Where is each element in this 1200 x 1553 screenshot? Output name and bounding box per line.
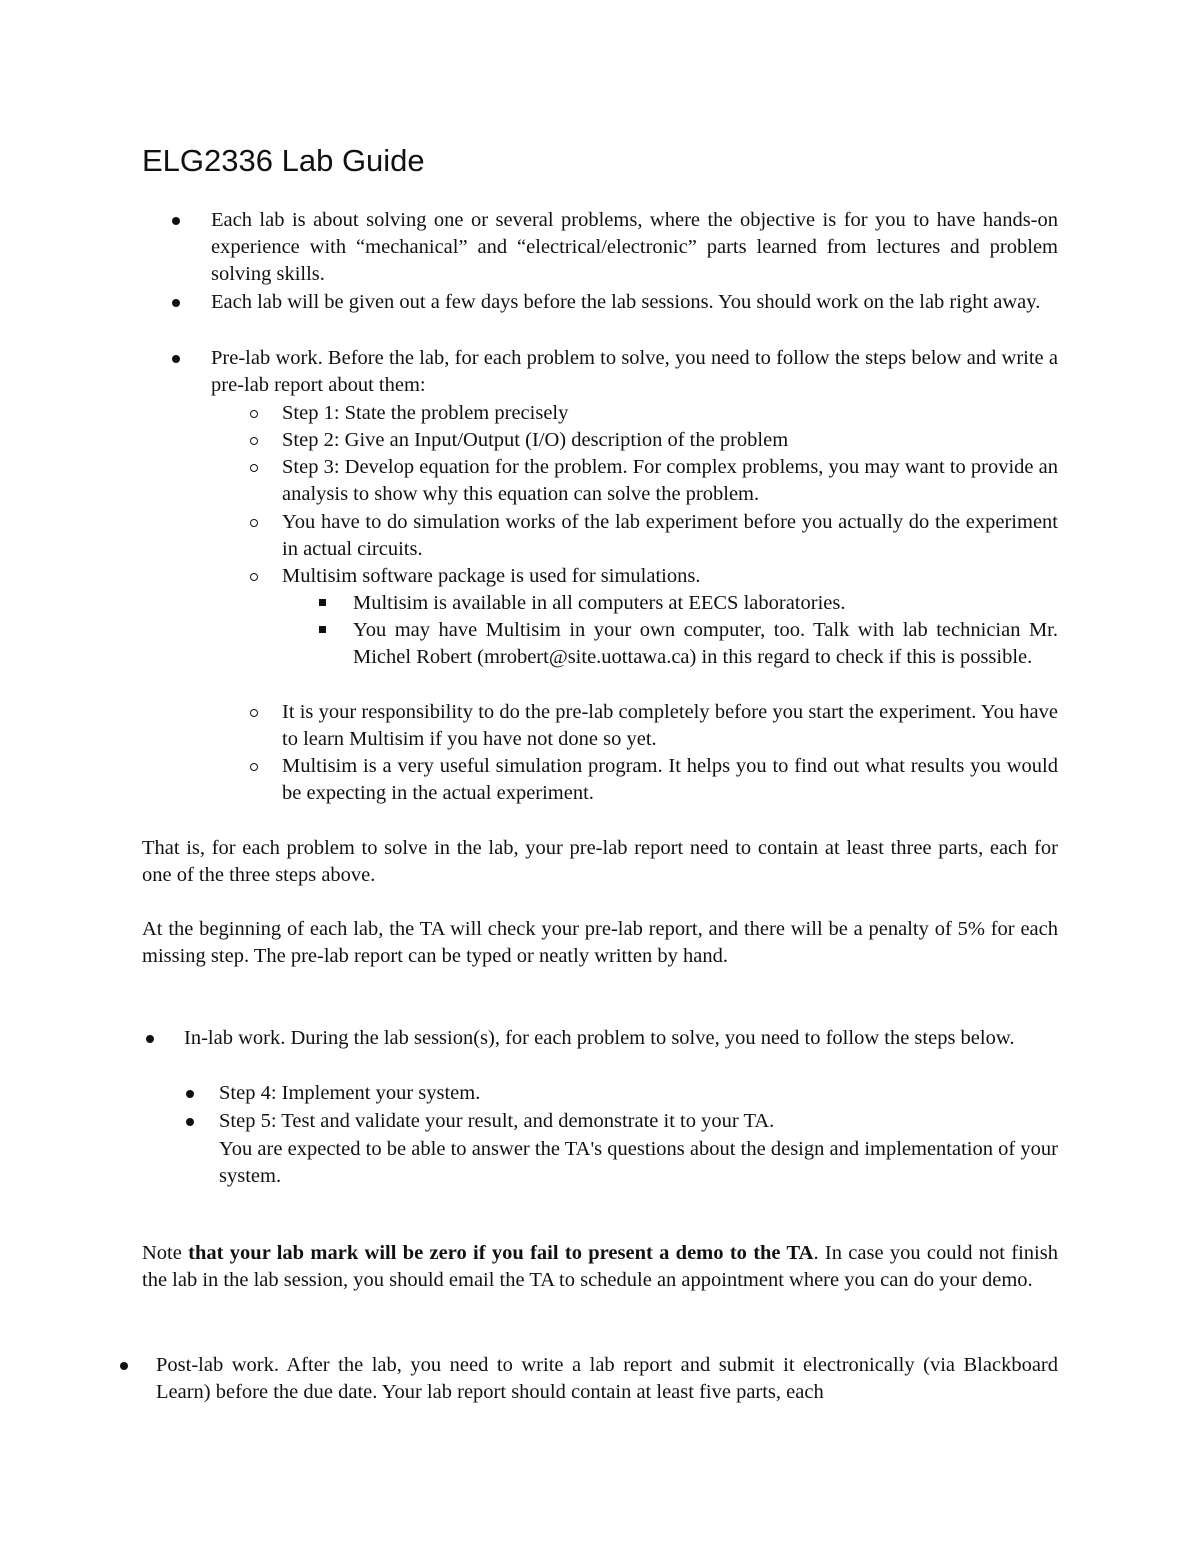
page-title: ELG2336 Lab Guide xyxy=(142,143,425,178)
bullet-icon xyxy=(186,1090,194,1098)
bullet-icon xyxy=(146,1035,154,1043)
square-bullet-icon xyxy=(319,599,326,606)
circle-bullet-icon xyxy=(250,437,258,445)
circle-bullet-icon xyxy=(250,763,258,771)
list-item: You may have Multisim in your own computer, too. Talk with lab technician Mr. Michel Robert (mrobert@site.uottawa.ca) in this regard to check if this is possible. xyxy=(353,619,1058,669)
paragraph: You are expected to be able to answer the TA's questions about the design and implementation of your system. xyxy=(219,1138,1058,1188)
bullet-icon xyxy=(172,217,180,225)
bullet-icon xyxy=(172,355,180,363)
paragraph: That is, for each problem to solve in the lab, your pre-lab report need to contain at least three parts, each for one of the three steps above. xyxy=(142,837,1058,887)
list-item: Multisim is available in all computers at EECS laboratories. xyxy=(353,592,846,614)
note-prefix: Note xyxy=(142,1242,189,1264)
circle-bullet-icon xyxy=(250,573,258,581)
list-item: Multisim software package is used for simulations. xyxy=(282,565,701,587)
note-suffix: . In case you could not finish the lab in the lab session, you should email the TA to schedule an appointment where you can do your demo. xyxy=(142,1242,1058,1292)
list-item: You have to do simulation works of the lab experiment before you actually do the experiment in actual circuits. xyxy=(282,511,1058,561)
bullet-icon xyxy=(120,1362,128,1370)
list-item: Step 4: Implement your system. xyxy=(219,1082,481,1104)
list-item: Step 5: Test and validate your result, and demonstrate it to your TA. xyxy=(219,1110,775,1132)
bullet-icon xyxy=(172,299,180,307)
list-item: Step 1: State the problem precisely xyxy=(282,402,569,424)
paragraph: At the beginning of each lab, the TA will check your pre-lab report, and there will be a penalty of 5% for each missing step. The pre-lab report can be typed or neatly written by hand. xyxy=(142,918,1058,968)
circle-bullet-icon xyxy=(250,709,258,717)
note-paragraph xyxy=(142,1240,1058,1294)
note-emphasis: that your lab mark will be zero if you fail to present a demo to the TA xyxy=(188,1242,814,1264)
list-item: Step 2: Give an Input/Output (I/O) description of the problem xyxy=(282,429,789,451)
bullet-icon xyxy=(186,1118,194,1126)
list-item: Multisim is a very useful simulation program. It helps you to find out what results you would be expecting in the actual experiment. xyxy=(282,755,1058,805)
circle-bullet-icon xyxy=(250,519,258,527)
list-item: Each lab will be given out a few days before the lab sessions. You should work on the lab right away. xyxy=(211,291,1041,313)
circle-bullet-icon xyxy=(250,464,258,472)
circle-bullet-icon xyxy=(250,410,258,418)
square-bullet-icon xyxy=(319,626,326,633)
list-item: Step 3: Develop equation for the problem. For complex problems, you may want to provide an analysis to show why this equation can solve the problem. xyxy=(282,456,1058,506)
list-item: It is your responsibility to do the pre-lab completely before you start the experiment. You have to learn Multisim if you have not done so yet. xyxy=(282,701,1058,751)
list-item: Post-lab work. After the lab, you need to write a lab report and submit it electronically (via Blackboard Learn) before the due date. Your lab report should contain at least five parts, each xyxy=(156,1354,1058,1404)
list-item: In-lab work. During the lab session(s), for each problem to solve, you need to follow the steps below. xyxy=(184,1027,1015,1049)
list-item: Pre-lab work. Before the lab, for each problem to solve, you need to follow the steps below and write a pre-lab report about them: xyxy=(211,347,1058,397)
list-item: Each lab is about solving one or several problems, where the objective is for you to have hands-on experience with “mechanical” and “electrical/electronic” parts learned from lectures and problem solving skills. xyxy=(211,209,1058,286)
